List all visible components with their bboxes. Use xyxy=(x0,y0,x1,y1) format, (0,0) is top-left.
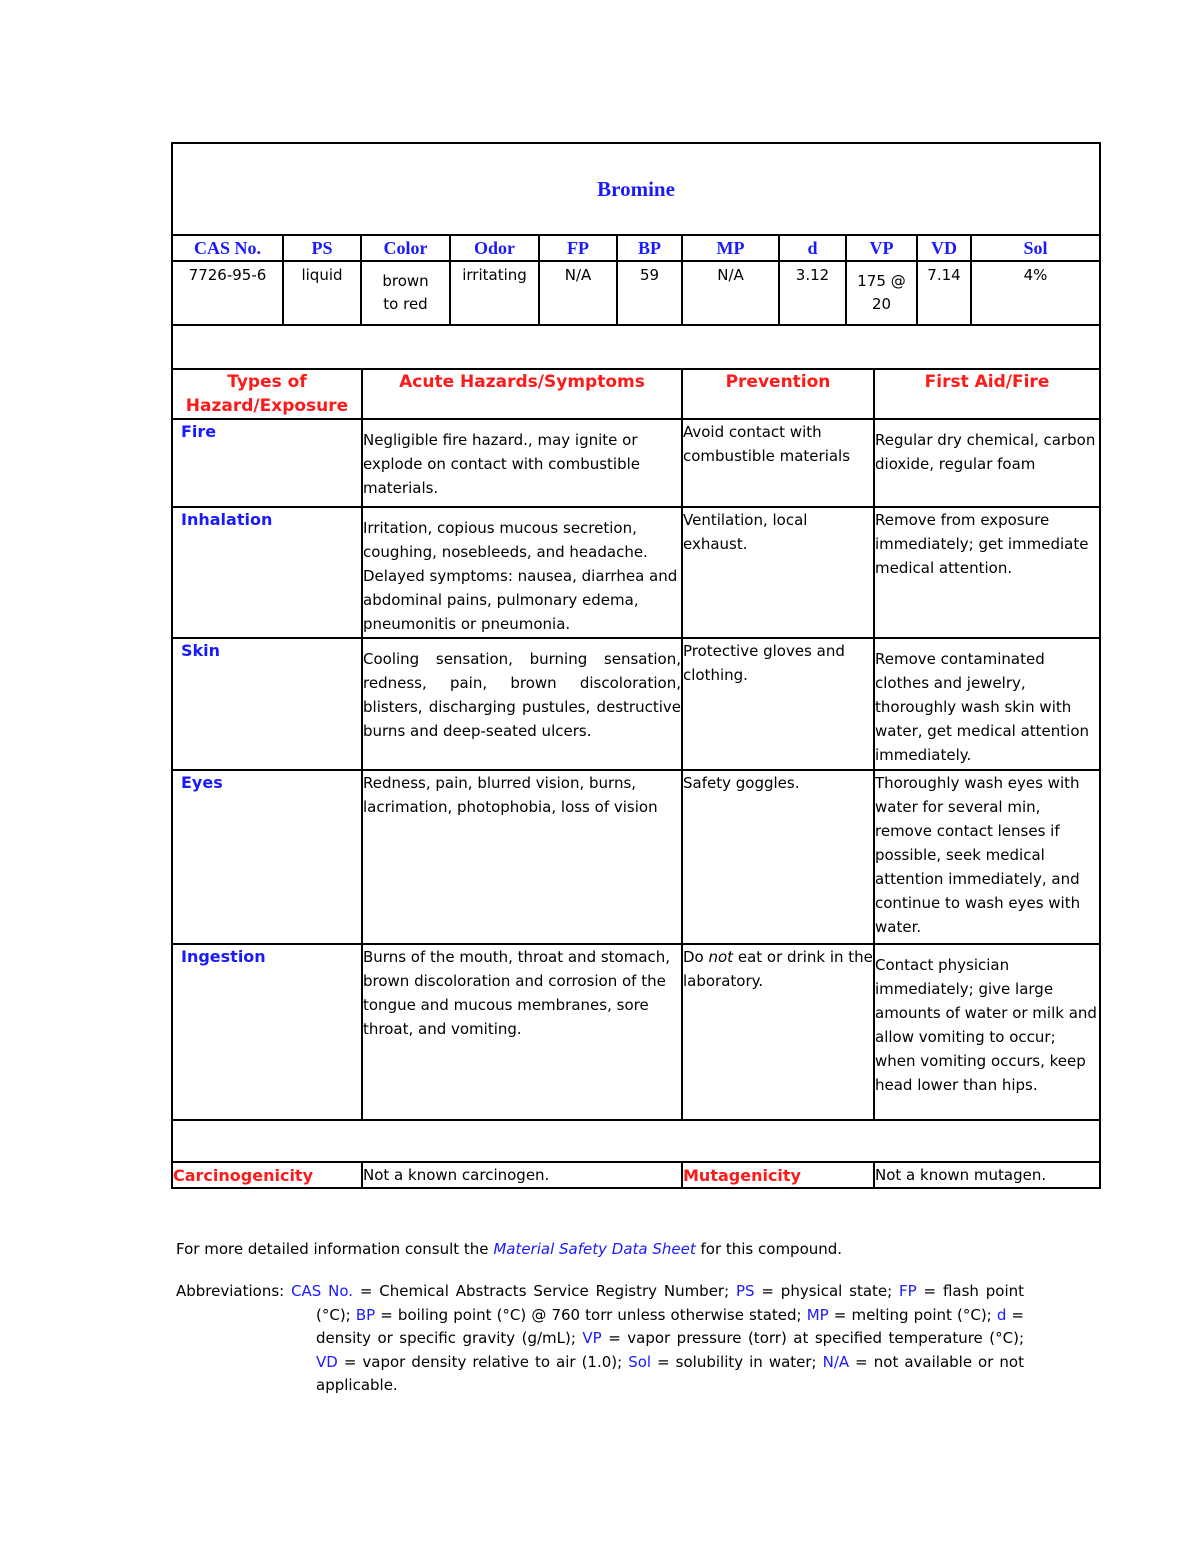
abbreviation-definition: = flash point (°C); xyxy=(316,1282,1025,1324)
hazard-type: Inhalation xyxy=(172,507,362,638)
mutagenicity-value: Not a known mutagen. xyxy=(874,1162,1100,1188)
hazard-row-fire xyxy=(172,419,1100,507)
hazard-symptoms: Cooling sensation, burning sensation, redness, pain, brown discoloration, blisters, discharging pustules, destructive burns and deep-seated ulcers. xyxy=(362,638,682,770)
abbreviation-definition: = melting point (°C); xyxy=(828,1305,997,1324)
header-bp: BP xyxy=(617,235,682,261)
abbreviation-term: FP xyxy=(899,1282,917,1300)
hazard-symptoms: Irritation, copious mucous secretion, coughing, nosebleeds, and headache. Delayed symptoms: nausea, diarrhea and abdominal pains, pulmonary edema, pneumonitis or pneumonia. xyxy=(362,507,682,638)
safety-sheet xyxy=(171,142,1099,1189)
spacer-row xyxy=(172,325,1100,369)
abbreviation-definition: = vapor density relative to air (1.0); xyxy=(337,1352,629,1371)
genotoxicity-row xyxy=(172,1162,1100,1188)
value-cas: 7726-95-6 xyxy=(172,261,283,325)
abbreviations-label: Abbreviations: xyxy=(176,1282,285,1300)
carcinogenicity-label: Carcinogenicity xyxy=(172,1162,362,1188)
header-first-aid: First Aid/Fire xyxy=(874,369,1100,419)
header-vd: VD xyxy=(917,235,971,261)
hazard-type: Fire xyxy=(172,419,362,507)
msds-note: For more detailed information consult the Material Safety Data Sheet for this compound. xyxy=(176,1240,843,1258)
header-ps: PS xyxy=(283,235,361,261)
property-header-row xyxy=(172,235,1100,261)
value-vd: 7.14 xyxy=(917,261,971,325)
header-acute: Acute Hazards/Symptoms xyxy=(362,369,682,419)
header-d: d xyxy=(779,235,846,261)
value-sol: 4% xyxy=(971,261,1100,325)
abbreviation-term: Sol xyxy=(628,1352,652,1371)
value-mp: N/A xyxy=(682,261,779,325)
hazard-prevention: Avoid contact with combustible materials xyxy=(682,419,874,507)
abbreviation-definition: = vapor pressure (torr) at specified temperature (°C); xyxy=(601,1329,1024,1347)
abbreviation-term: BP xyxy=(355,1305,376,1324)
abbreviation-term: VP xyxy=(582,1329,602,1347)
header-odor: Odor xyxy=(450,235,539,261)
hazard-symptoms: Negligible fire hazard., may ignite or explode on contact with combustible materials. xyxy=(362,419,682,507)
mutagenicity-label: Mutagenicity xyxy=(682,1162,874,1188)
hazard-prevention: Protective gloves and clothing. xyxy=(682,638,874,770)
hazard-symptoms: Burns of the mouth, throat and stomach, brown discoloration and corrosion of the tongue and mucous membranes, sore throat, and vomiting. xyxy=(362,944,682,1120)
abbreviations-body xyxy=(176,1280,1025,1398)
hazard-table xyxy=(171,368,1101,1189)
abbreviation-definition: = Chemical Abstracts Service Registry Number; xyxy=(353,1282,736,1300)
abbreviations xyxy=(176,1280,1024,1398)
header-hazard-type: Types of Hazard/Exposure xyxy=(172,369,362,419)
header-prevention: Prevention xyxy=(682,369,874,419)
hazard-prevention: Ventilation, local exhaust. xyxy=(682,507,874,638)
value-fp: N/A xyxy=(539,261,617,325)
abbreviation-definition: = density or specific gravity (g/mL); xyxy=(316,1305,1025,1347)
carcinogenicity-value: Not a known carcinogen. xyxy=(362,1162,682,1188)
bromine-table xyxy=(171,142,1101,370)
hazard-row-inhalation xyxy=(172,507,1100,638)
hazard-first-aid: Regular dry chemical, carbon dioxide, regular foam xyxy=(874,419,1100,507)
compound-title: Bromine xyxy=(597,176,675,201)
abbreviation-term: VD xyxy=(316,1352,338,1371)
hazard-type: Ingestion xyxy=(172,944,362,1120)
abbreviation-term: PS xyxy=(736,1282,755,1300)
value-bp: 59 xyxy=(617,261,682,325)
emphasis-not: not xyxy=(708,948,734,966)
abbreviation-definition: = physical state; xyxy=(754,1282,900,1300)
abbreviation-definition: = solubility in water; xyxy=(651,1352,823,1371)
value-ps: liquid xyxy=(283,261,361,325)
abbreviation-term: d xyxy=(996,1305,1007,1324)
abbreviation-term: MP xyxy=(806,1305,829,1324)
header-fp: FP xyxy=(539,235,617,261)
compound-title-cell xyxy=(172,143,1100,235)
hazard-first-aid: Remove from exposure immediately; get immediate medical attention. xyxy=(874,507,1100,638)
value-vp: 175 @ 20 xyxy=(846,261,917,325)
property-value-row xyxy=(172,261,1100,325)
msds-link[interactable]: Material Safety Data Sheet xyxy=(493,1240,696,1258)
hazard-row-eyes xyxy=(172,770,1100,944)
header-vp: VP xyxy=(846,235,917,261)
value-d: 3.12 xyxy=(779,261,846,325)
header-sol: Sol xyxy=(971,235,1100,261)
hazard-first-aid: Thoroughly wash eyes with water for several min, remove contact lenses if possible, seek medical attention immediately, and continue to wash eyes with water. xyxy=(874,770,1100,944)
abbreviation-definition: = boiling point (°C) @ 760 torr unless otherwise stated; xyxy=(375,1305,807,1324)
header-mp: MP xyxy=(682,235,779,261)
header-cas: CAS No. xyxy=(172,235,283,261)
abbreviation-definition: = not available or not applicable. xyxy=(316,1352,1024,1394)
hazard-header-row xyxy=(172,369,1100,419)
hazard-type: Skin xyxy=(172,638,362,770)
hazard-first-aid: Remove contaminated clothes and jewelry, thoroughly wash skin with water, get medical attention immediately. xyxy=(874,638,1100,770)
value-color: brown to red xyxy=(361,261,450,325)
value-odor: irritating xyxy=(450,261,539,325)
hazard-prevention: Safety goggles. xyxy=(682,770,874,944)
hazard-symptoms: Redness, pain, blurred vision, burns, lacrimation, photophobia, loss of vision xyxy=(362,770,682,944)
abbreviation-term: CAS No. xyxy=(291,1282,354,1300)
hazard-row-ingestion xyxy=(172,944,1100,1120)
hazard-first-aid: Contact physician immediately; give large amounts of water or milk and allow vomiting to occur; when vomiting occurs, keep head lower than hips. xyxy=(874,944,1100,1120)
spacer-row xyxy=(172,1120,1100,1162)
hazard-type: Eyes xyxy=(172,770,362,944)
hazard-prevention: Do not eat or drink in the laboratory. xyxy=(682,944,874,1120)
abbreviation-term: N/A xyxy=(822,1352,850,1371)
hazard-row-skin xyxy=(172,638,1100,770)
header-color: Color xyxy=(361,235,450,261)
